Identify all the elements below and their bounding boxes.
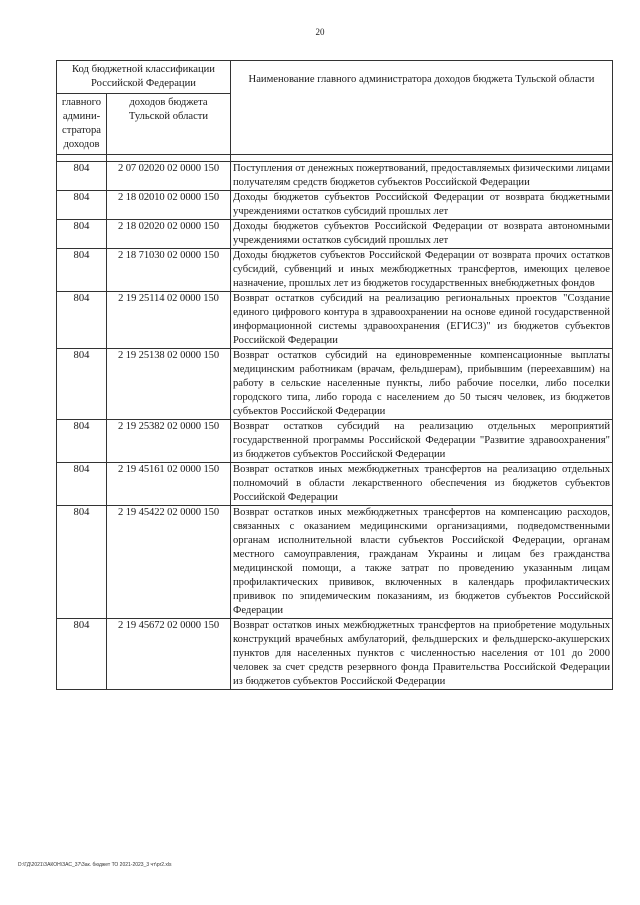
gap-cell bbox=[107, 155, 231, 162]
admin-code-cell: 804 bbox=[57, 506, 107, 619]
income-name-cell: Возврат остатков субсидий на реализацию отдельных мероприятий государственной программы Российской Федерации "Развитие здравоохранения" из бюджетов субъектов Российской Федерации bbox=[231, 420, 613, 463]
header-row bbox=[57, 61, 613, 94]
income-code-cell: 2 19 45422 02 0000 150 bbox=[107, 506, 231, 619]
budget-classification-table bbox=[56, 60, 613, 690]
income-code-cell: 2 19 25382 02 0000 150 bbox=[107, 420, 231, 463]
income-code-cell: 2 18 02020 02 0000 150 bbox=[107, 220, 231, 249]
income-code-cell: 2 19 25114 02 0000 150 bbox=[107, 292, 231, 349]
header-gap-row bbox=[57, 155, 613, 162]
header-name-column: Наименование главного администратора доходов бюджета Тульской области bbox=[231, 61, 613, 155]
table-row bbox=[57, 220, 613, 249]
admin-code-cell: 804 bbox=[57, 349, 107, 420]
income-name-cell: Возврат остатков иных межбюджетных трансфертов на компенсацию расходов, связанных с оказанием медицинскими организациями, подведомственными органам исполнительной власти субъектов Российской Федерации, органам местного самоуправления, гражданам Украины и лицам без гражданства медицинской помощи, а также затрат по проведению указанным лицам профилактических прививок, включенных в календарь профилактических прививок по эпидемическим показаниям, из бюджетов субъектов Российской Федерации bbox=[231, 506, 613, 619]
income-code-cell: 2 18 02010 02 0000 150 bbox=[107, 191, 231, 220]
admin-code-cell: 804 bbox=[57, 249, 107, 292]
admin-code-cell: 804 bbox=[57, 420, 107, 463]
table-row bbox=[57, 292, 613, 349]
income-name-cell: Доходы бюджетов субъектов Российской Федерации от возврата бюджетными учреждениями остатков субсидий прошлых лет bbox=[231, 191, 613, 220]
gap-cell bbox=[231, 155, 613, 162]
income-code-cell: 2 19 45672 02 0000 150 bbox=[107, 619, 231, 690]
admin-code-cell: 804 bbox=[57, 292, 107, 349]
admin-code-cell: 804 bbox=[57, 191, 107, 220]
income-name-cell: Возврат остатков иных межбюджетных трансфертов на приобретение модульных конструкций врачебных амбулаторий, фельдшерских и фельдшерско-акушерских пунктов для населенных пунктов с численностью населения от 101 до 2000 человек за счет средств резервного фонда Правительства Российской Федерации из бюджетов субъектов Российской Федерации bbox=[231, 619, 613, 690]
gap-cell bbox=[57, 155, 107, 162]
table-row bbox=[57, 619, 613, 690]
admin-code-cell: 804 bbox=[57, 220, 107, 249]
admin-code-cell: 804 bbox=[57, 619, 107, 690]
table-row bbox=[57, 506, 613, 619]
income-code-cell: 2 19 45161 02 0000 150 bbox=[107, 463, 231, 506]
income-name-cell: Поступления от денежных пожертвований, предоставляемых физическими лицами получателям средств бюджетов субъектов Российской Федерации bbox=[231, 162, 613, 191]
income-name-cell: Возврат остатков субсидий на единовременные компенсационные выплаты медицинским работникам (врачам, фельдшерам), прибывшим (переехавшим) на работу в сельские населенные пункты, либо рабочие поселки, либо поселки городского типа, либо города с населением до 50 тысяч человек, из бюджетов субъектов Российской Федерации bbox=[231, 349, 613, 420]
table-row bbox=[57, 420, 613, 463]
admin-code-cell: 804 bbox=[57, 463, 107, 506]
income-code-cell: 2 19 25138 02 0000 150 bbox=[107, 349, 231, 420]
income-name-cell: Доходы бюджетов субъектов Российской Федерации от возврата автономными учреждениями остатков субсидий прошлых лет bbox=[231, 220, 613, 249]
table-row bbox=[57, 463, 613, 506]
income-name-cell: Доходы бюджетов субъектов Российской Федерации от возврата прочих остатков субсидий, субвенций и иных межбюджетных трансфертов, имеющих целевое назначение, прошлых лет из бюджетов государственных внебюджетных фондов bbox=[231, 249, 613, 292]
income-name-cell: Возврат остатков иных межбюджетных трансфертов на реализацию отдельных полномочий в области лекарственного обеспечения из бюджетов субъектов Российской Федерации bbox=[231, 463, 613, 506]
income-code-cell: 2 07 02020 02 0000 150 bbox=[107, 162, 231, 191]
income-code-cell: 2 18 71030 02 0000 150 bbox=[107, 249, 231, 292]
table-row bbox=[57, 349, 613, 420]
income-name-cell: Возврат остатков субсидий на реализацию региональных проектов "Создание единого цифрового контура в здравоохранении на основе единой государственной информационной системы здравоохранения (ЕГИСЗ)" из бюджетов субъектов Российской Федерации bbox=[231, 292, 613, 349]
table-row bbox=[57, 249, 613, 292]
header-income-column: доходов бюджета Тульской области bbox=[107, 94, 231, 155]
admin-code-cell: 804 bbox=[57, 162, 107, 191]
header-admin-column: главного админи-стратора доходов bbox=[57, 94, 107, 155]
table-row bbox=[57, 191, 613, 220]
page-number: 20 bbox=[315, 27, 325, 37]
table-row bbox=[57, 162, 613, 191]
header-code-group: Код бюджетной классификации Российской Федерации bbox=[57, 61, 231, 94]
footer-file-path: D:\ГД\2021\ЗАКОН\ЗАС_37\Зак. бюджет ТО 2021-2023_3 чт\pr2.xls bbox=[18, 862, 172, 868]
